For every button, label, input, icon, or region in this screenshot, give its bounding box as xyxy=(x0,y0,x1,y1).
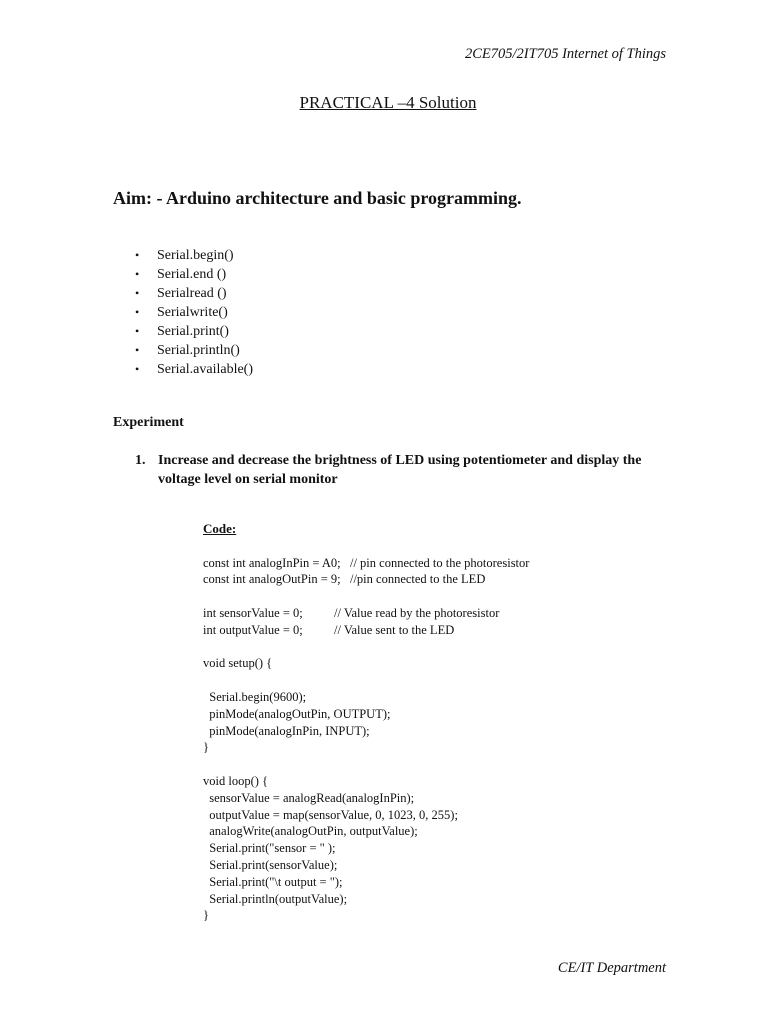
code-line: } xyxy=(203,740,209,755)
code-line: Serial.print("\t output = "); xyxy=(203,874,343,889)
code-line: sensorValue = analogRead(analogInPin); xyxy=(203,790,415,805)
function-list-item xyxy=(135,246,253,265)
practical-title: PRACTICAL –4 Solution xyxy=(299,93,477,112)
step-number: 1. xyxy=(135,453,146,468)
code-line: void loop() { xyxy=(203,773,269,788)
function-name: Serial.println() xyxy=(157,343,240,358)
function-name: Serial.available() xyxy=(157,362,254,377)
bullet-icon: • xyxy=(135,267,140,281)
code-line xyxy=(203,588,529,605)
code-line: pinMode(analogInPin, INPUT); xyxy=(203,723,370,738)
code-line: void setup() { xyxy=(203,656,273,671)
code-line xyxy=(203,639,529,656)
bullet-icon: • xyxy=(135,343,140,357)
function-list-item xyxy=(135,284,253,303)
function-name: Serialread () xyxy=(157,286,227,301)
code-block xyxy=(203,521,529,924)
code-line: outputValue = map(sensorValue, 0, 1023, 0, 255); xyxy=(203,807,458,822)
function-list-item xyxy=(135,265,253,284)
step-text: Increase and decrease the brightness of LED using potentiometer and display the voltage level on serial monitor xyxy=(158,453,642,487)
bullet-icon: • xyxy=(135,286,140,300)
function-list-item xyxy=(135,303,253,322)
code-line: Serial.println(outputValue); xyxy=(203,891,348,906)
code-line xyxy=(203,756,529,773)
function-name: Serial.begin() xyxy=(157,248,234,263)
code-line xyxy=(203,672,529,689)
function-list xyxy=(135,246,253,379)
code-line: int outputValue = 0; // Value sent to the LED xyxy=(203,622,455,637)
function-name: Serial.end () xyxy=(157,267,227,282)
code-line: } xyxy=(203,908,209,923)
code-heading: Code: xyxy=(203,521,237,536)
experiment-step xyxy=(135,451,655,489)
code-lines xyxy=(203,538,529,924)
bullet-icon: • xyxy=(135,362,140,376)
code-line: Serial.print(sensorValue); xyxy=(203,857,338,872)
course-header: 2CE705/2IT705 Internet of Things xyxy=(465,46,666,62)
code-line: pinMode(analogOutPin, OUTPUT); xyxy=(203,706,391,721)
bullet-icon: • xyxy=(135,305,140,319)
department-footer: CE/IT Department xyxy=(557,960,666,976)
function-name: Serialwrite() xyxy=(157,305,228,320)
code-line: const int analogInPin = A0; // pin connected to the photoresistor xyxy=(203,555,530,570)
function-list-item xyxy=(135,360,253,379)
function-list-item xyxy=(135,341,253,360)
bullet-icon: • xyxy=(135,248,140,262)
code-line: Serial.begin(9600); xyxy=(203,689,307,704)
experiment-heading: Experiment xyxy=(113,415,184,430)
function-list-item xyxy=(135,322,253,341)
code-line: int sensorValue = 0; // Value read by the photoresistor xyxy=(203,605,500,620)
aim-heading: Aim: - Arduino architecture and basic programming. xyxy=(113,188,522,208)
code-line: Serial.print("sensor = " ); xyxy=(203,841,336,856)
code-line xyxy=(203,538,529,555)
code-line: analogWrite(analogOutPin, outputValue); xyxy=(203,824,418,839)
code-line: const int analogOutPin = 9; //pin connected to the LED xyxy=(203,572,486,587)
function-name: Serial.print() xyxy=(157,324,229,339)
bullet-icon: • xyxy=(135,324,140,338)
